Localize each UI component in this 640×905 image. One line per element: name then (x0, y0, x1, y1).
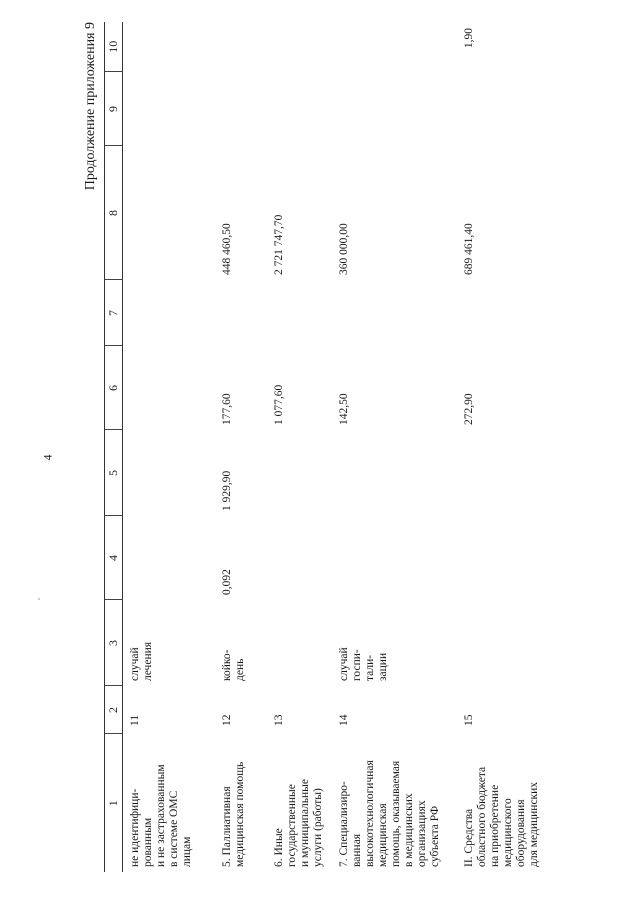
page-number: 4 (40, 454, 55, 461)
row-name-line: услуги (работы) (312, 788, 324, 867)
value-cell: 1 077,60 (273, 384, 285, 425)
value-cell (123, 280, 216, 346)
row-name-line: помощь, оказываемая (390, 760, 402, 867)
row-name-cell (457, 734, 557, 872)
unit-cell (215, 600, 267, 686)
unit-line: тали- (364, 654, 376, 681)
column-header: 2 (105, 686, 123, 734)
table-row (215, 22, 267, 872)
row-name-line: на приобретение (489, 784, 501, 867)
row-name-line: медицинская (377, 803, 389, 867)
row-name-line: субъекта РФ (429, 805, 441, 867)
value-cell: 1,90 (463, 28, 475, 49)
column-header: 4 (105, 516, 123, 600)
unit-line: случай (129, 647, 141, 681)
value-cell: 0,092 (221, 569, 233, 595)
row-name-line: не идентифици- (129, 788, 141, 867)
rotated-page-content (81, 22, 541, 872)
value-cell: 2 721 747,70 (273, 214, 285, 275)
value-cell (215, 280, 267, 346)
row-name-line: 7. Специализиро- (338, 781, 350, 867)
value-cell (332, 22, 457, 72)
value-cell: 689 461,40 (463, 223, 475, 275)
row-name-cell (123, 734, 216, 872)
row-name-line: областного бюджета (476, 766, 488, 867)
value-cell (267, 516, 332, 600)
value-cell (457, 72, 557, 146)
row-code-cell: 15 (463, 714, 475, 726)
row-name-line: для медицинских (528, 781, 540, 867)
value-cell (457, 280, 557, 346)
unit-line: зации (377, 652, 389, 681)
row-name-line: медицинская помощь (234, 761, 246, 867)
scan-speck (38, 598, 40, 600)
value-cell (123, 516, 216, 600)
value-cell (457, 430, 557, 516)
value-cell (267, 22, 332, 72)
table-row (267, 22, 332, 872)
row-name-cell (215, 734, 267, 872)
value-cell: 1 929,90 (221, 470, 233, 511)
column-header: 6 (105, 346, 123, 430)
row-name-line: ванная (351, 833, 363, 867)
row-name-line: II. Средства (463, 808, 475, 867)
row-name-line: медицинского (502, 798, 514, 867)
row-name-cell (267, 734, 332, 872)
row-name-line: организациях (416, 800, 428, 867)
column-header: 10 (105, 22, 123, 72)
row-name-line: оборудования (515, 799, 527, 867)
budget-table (104, 22, 557, 872)
value-cell (332, 516, 457, 600)
row-name-line: и муниципальные (299, 778, 311, 867)
row-name-line: государственные (286, 784, 298, 867)
value-cell (123, 22, 216, 72)
unit-line: койко- (221, 649, 233, 681)
row-name-line: в системе ОМС (168, 790, 180, 867)
row-code-cell: 13 (273, 714, 285, 726)
value-cell: 177,60 (221, 393, 233, 425)
value-cell (215, 22, 267, 72)
value-cell (267, 280, 332, 346)
row-name-line: лицам (181, 836, 193, 867)
table-row (123, 22, 216, 872)
table-row (457, 22, 557, 872)
continuation-heading: Продолжение приложения 9 (83, 22, 98, 191)
value-cell: 272,90 (463, 393, 475, 425)
value-cell (457, 516, 557, 600)
unit-line: госпи- (351, 649, 363, 681)
row-name-line: в медицинских (403, 793, 415, 867)
column-number-row (105, 22, 123, 872)
table-row (332, 22, 457, 872)
unit-cell (267, 600, 332, 686)
value-cell (332, 430, 457, 516)
value-cell: 448 460,50 (221, 223, 233, 275)
row-name-line: и не застрахованным (155, 764, 167, 867)
row-code-cell: 12 (221, 714, 233, 726)
value-cell: 142,50 (338, 393, 350, 425)
row-name-cell (332, 734, 457, 872)
unit-cell (123, 600, 216, 686)
row-name-line: высокотехнологичная (364, 760, 376, 867)
row-name-line: 6. Иные (273, 828, 285, 867)
column-header: 9 (105, 72, 123, 146)
column-header: 1 (105, 734, 123, 872)
value-cell (332, 72, 457, 146)
row-name-line: 5. Паллиативная (221, 786, 233, 867)
value-cell (123, 72, 216, 146)
row-code-cell: 14 (338, 714, 350, 726)
value-cell (267, 72, 332, 146)
column-header: 5 (105, 430, 123, 516)
unit-line: день (234, 658, 246, 681)
value-cell (267, 430, 332, 516)
value-cell (332, 280, 457, 346)
column-header: 8 (105, 146, 123, 280)
column-header: 3 (105, 600, 123, 686)
value-cell (123, 346, 216, 430)
value-cell (215, 72, 267, 146)
value-cell (123, 430, 216, 516)
column-header: 7 (105, 280, 123, 346)
value-cell (123, 146, 216, 280)
unit-line: случай (338, 647, 350, 681)
row-name-line: рованным (142, 817, 154, 867)
unit-line: лечения (142, 641, 154, 681)
value-cell: 360 000,00 (338, 223, 350, 275)
unit-cell (332, 600, 457, 686)
row-code-cell: 11 (129, 714, 141, 726)
unit-cell (457, 600, 557, 686)
